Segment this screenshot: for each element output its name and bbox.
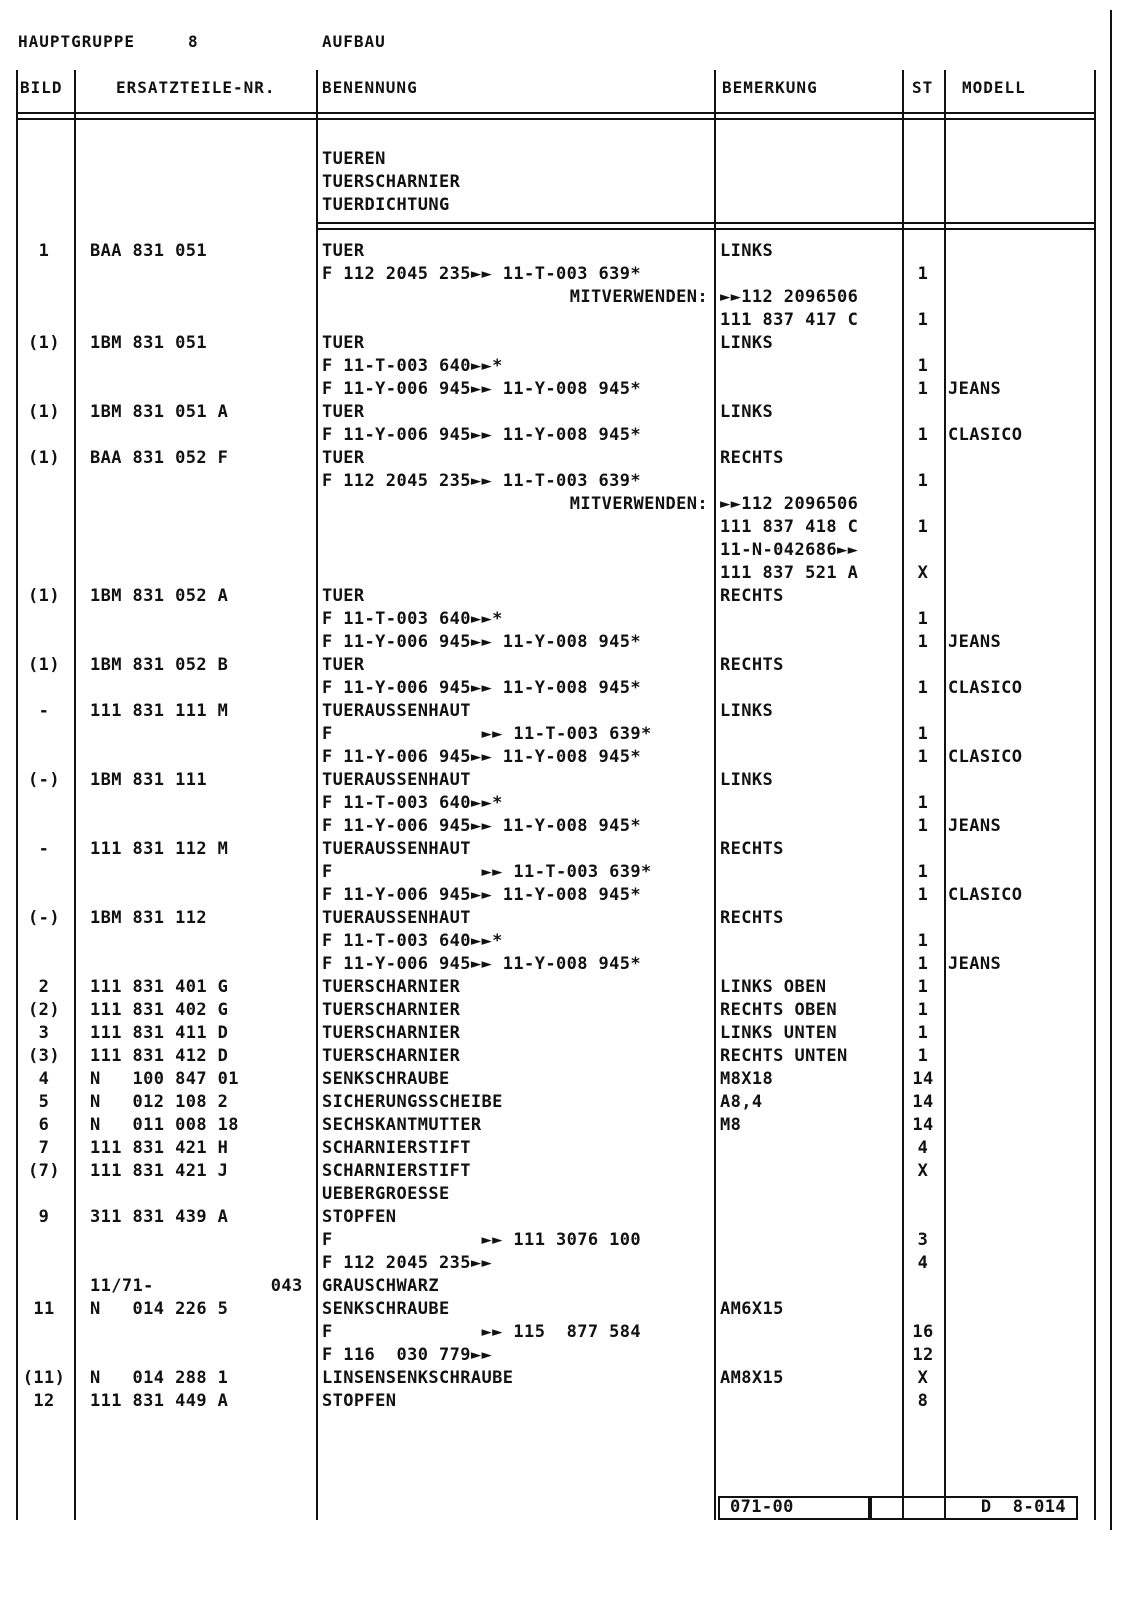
section-title: TUEREN xyxy=(322,149,386,169)
row-st: 1 xyxy=(917,678,929,698)
row-benennung: TUER xyxy=(322,402,365,422)
row-benennung: SENKSCHRAUBE xyxy=(322,1299,450,1319)
row-benennung: F 11-T-003 640►►* xyxy=(322,793,503,813)
row-bild: 2 xyxy=(38,977,50,997)
row-st: 1 xyxy=(917,471,929,491)
row-part-number: 111 831 421 H xyxy=(90,1138,229,1158)
row-benennung: F 11-Y-006 945►► 11-Y-008 945* xyxy=(322,678,642,698)
row-part-number: 311 831 439 A xyxy=(90,1207,229,1227)
row-bemerkung: 111 837 417 C xyxy=(720,310,859,330)
row-benennung: SENKSCHRAUBE xyxy=(322,1069,450,1089)
row-st: 1 xyxy=(917,977,929,997)
row-st: 1 xyxy=(917,931,929,951)
row-st: 14 xyxy=(912,1092,934,1112)
row-modell: CLASICO xyxy=(948,747,1023,767)
row-st: 12 xyxy=(912,1345,934,1365)
row-bild: 12 xyxy=(33,1391,55,1411)
row-benennung: F ►► 11-T-003 639* xyxy=(322,724,652,744)
row-benennung: TUERSCHARNIER xyxy=(322,1000,461,1020)
row-st: 1 xyxy=(917,379,929,399)
row-bemerkung: LINKS xyxy=(720,241,774,261)
row-benennung: SICHERUNGSSCHEIBE xyxy=(322,1092,503,1112)
row-modell: JEANS xyxy=(948,632,1002,652)
row-benennung: UEBERGROESSE xyxy=(322,1184,450,1204)
footer-right-code: D 8-014 xyxy=(980,1497,1066,1517)
row-bemerkung: M8 xyxy=(720,1115,742,1135)
row-benennung: GRAUSCHWARZ xyxy=(322,1276,439,1296)
row-bild: (2) xyxy=(28,1000,60,1020)
row-benennung: SCHARNIERSTIFT xyxy=(322,1138,471,1158)
row-benennung: F 11-T-003 640►►* xyxy=(322,931,503,951)
row-modell: JEANS xyxy=(948,954,1002,974)
row-st: 1 xyxy=(917,816,929,836)
row-benennung: F 112 2045 235►► xyxy=(322,1253,493,1273)
row-modell: CLASICO xyxy=(948,885,1023,905)
section-title: TUERSCHARNIER xyxy=(322,172,461,192)
row-bemerkung: 111 837 418 C xyxy=(720,517,859,537)
row-modell: JEANS xyxy=(948,816,1002,836)
row-bild: (1) xyxy=(28,333,60,353)
row-benennung: F 11-Y-006 945►► 11-Y-008 945* xyxy=(322,425,642,445)
row-benennung: TUER xyxy=(322,655,365,675)
row-part-number: 111 831 402 G xyxy=(90,1000,229,1020)
row-benennung: F ►► 11-T-003 639* xyxy=(322,862,652,882)
section-title: TUERDICHTUNG xyxy=(322,195,450,215)
hauptgruppe-label: HAUPTGRUPPE xyxy=(18,32,135,51)
row-bemerkung: RECHTS UNTEN xyxy=(720,1046,848,1066)
row-st: 4 xyxy=(917,1253,929,1273)
row-benennung: STOPFEN xyxy=(322,1391,397,1411)
row-benennung: MITVERWENDEN: xyxy=(569,494,708,514)
row-st: 16 xyxy=(912,1322,934,1342)
row-benennung: SECHSKANTMUTTER xyxy=(322,1115,482,1135)
row-st: X xyxy=(917,1368,929,1388)
row-bemerkung: ►►112 2096506 xyxy=(720,287,859,307)
row-benennung: F 11-Y-006 945►► 11-Y-008 945* xyxy=(322,747,642,767)
row-bemerkung: RECHTS xyxy=(720,655,784,675)
row-benennung: TUERAUSSENHAUT xyxy=(322,770,471,790)
row-st: 8 xyxy=(917,1391,929,1411)
row-benennung: STOPFEN xyxy=(322,1207,397,1227)
row-benennung: F 11-T-003 640►►* xyxy=(322,356,503,376)
row-bemerkung: M8X18 xyxy=(720,1069,774,1089)
row-bemerkung: RECHTS OBEN xyxy=(720,1000,837,1020)
footer-left-box xyxy=(718,1496,872,1520)
row-benennung: MITVERWENDEN: xyxy=(569,287,708,307)
row-benennung: TUER xyxy=(322,241,365,261)
row-bemerkung: ►►112 2096506 xyxy=(720,494,859,514)
row-bild: - xyxy=(38,839,50,859)
row-benennung: F 11-Y-006 945►► 11-Y-008 945* xyxy=(322,632,642,652)
col-header-ersatzteil: ERSATZTEILE-NR. xyxy=(116,78,276,97)
row-st: 1 xyxy=(917,724,929,744)
row-part-number: 1BM 831 051 xyxy=(90,333,207,353)
row-st: X xyxy=(917,1161,929,1181)
row-part-number: 11/71- 043 xyxy=(90,1276,303,1296)
row-bemerkung: RECHTS xyxy=(720,908,784,928)
row-st: 1 xyxy=(917,425,929,445)
row-benennung: F ►► 115 877 584 xyxy=(322,1322,642,1342)
row-st: 1 xyxy=(917,1000,929,1020)
row-bild: 7 xyxy=(38,1138,50,1158)
row-st: 1 xyxy=(917,356,929,376)
row-st: 1 xyxy=(917,793,929,813)
row-part-number: 1BM 831 052 B xyxy=(90,655,229,675)
row-benennung: TUER xyxy=(322,586,365,606)
row-bemerkung: 111 837 521 A xyxy=(720,563,859,583)
row-part-number: 111 831 111 M xyxy=(90,701,229,721)
row-part-number: BAA 831 052 F xyxy=(90,448,229,468)
row-benennung: F 11-Y-006 945►► 11-Y-008 945* xyxy=(322,954,642,974)
row-st: 1 xyxy=(917,517,929,537)
row-bild: (7) xyxy=(28,1161,60,1181)
row-part-number: N 100 847 01 xyxy=(90,1069,239,1089)
row-benennung: F 112 2045 235►► 11-T-003 639* xyxy=(322,471,642,491)
row-benennung: F 11-Y-006 945►► 11-Y-008 945* xyxy=(322,816,642,836)
row-part-number: BAA 831 051 xyxy=(90,241,207,261)
row-modell: CLASICO xyxy=(948,425,1023,445)
row-part-number: N 014 288 1 xyxy=(90,1368,229,1388)
row-bemerkung: A8,4 xyxy=(720,1092,763,1112)
row-part-number: 111 831 412 D xyxy=(90,1046,229,1066)
row-st: 1 xyxy=(917,1023,929,1043)
row-benennung: LINSENSENKSCHRAUBE xyxy=(322,1368,514,1388)
row-bild: (3) xyxy=(28,1046,60,1066)
row-part-number: 111 831 411 D xyxy=(90,1023,229,1043)
row-benennung: SCHARNIERSTIFT xyxy=(322,1161,471,1181)
row-part-number: 1BM 831 111 xyxy=(90,770,207,790)
row-part-number: N 012 108 2 xyxy=(90,1092,229,1112)
row-bemerkung: LINKS xyxy=(720,701,774,721)
row-st: 1 xyxy=(917,862,929,882)
row-modell: JEANS xyxy=(948,379,1002,399)
row-bild: (-) xyxy=(28,908,60,928)
footer-left-code: 071-00 xyxy=(730,1497,794,1517)
col-header-bemerkung: BEMERKUNG xyxy=(722,78,818,97)
col-header-bild: BILD xyxy=(20,78,63,97)
hauptgruppe-number: 8 xyxy=(188,32,199,51)
row-bild: 4 xyxy=(38,1069,50,1089)
row-benennung: TUERAUSSENHAUT xyxy=(322,701,471,721)
row-benennung: F 11-Y-006 945►► 11-Y-008 945* xyxy=(322,885,642,905)
row-benennung: TUERAUSSENHAUT xyxy=(322,839,471,859)
row-st: 1 xyxy=(917,264,929,284)
row-bild: 5 xyxy=(38,1092,50,1112)
row-modell: CLASICO xyxy=(948,678,1023,698)
row-benennung: TUERSCHARNIER xyxy=(322,977,461,997)
row-st: 1 xyxy=(917,1046,929,1066)
row-bild: 6 xyxy=(38,1115,50,1135)
group-name: AUFBAU xyxy=(322,32,386,51)
row-part-number: 111 831 449 A xyxy=(90,1391,229,1411)
row-benennung: TUERSCHARNIER xyxy=(322,1046,461,1066)
row-bild: 3 xyxy=(38,1023,50,1043)
row-part-number: 1BM 831 051 A xyxy=(90,402,229,422)
row-bild: (1) xyxy=(28,402,60,422)
row-bemerkung: LINKS xyxy=(720,333,774,353)
row-st: X xyxy=(917,563,929,583)
row-benennung: TUERAUSSENHAUT xyxy=(322,908,471,928)
row-part-number: 111 831 112 M xyxy=(90,839,229,859)
row-bild: (1) xyxy=(28,586,60,606)
row-benennung: F 116 030 779►► xyxy=(322,1345,493,1365)
col-header-benennung: BENENNUNG xyxy=(322,78,418,97)
row-st: 1 xyxy=(917,632,929,652)
col-header-st: ST xyxy=(912,78,934,97)
row-part-number: N 014 226 5 xyxy=(90,1299,229,1319)
row-bild: (11) xyxy=(22,1368,66,1388)
row-bild: (1) xyxy=(28,655,60,675)
row-bemerkung: LINKS UNTEN xyxy=(720,1023,837,1043)
row-benennung: TUERSCHARNIER xyxy=(322,1023,461,1043)
row-bemerkung: LINKS OBEN xyxy=(720,977,827,997)
row-benennung: F 11-Y-006 945►► 11-Y-008 945* xyxy=(322,379,642,399)
row-bild: - xyxy=(38,701,50,721)
row-part-number: N 011 008 18 xyxy=(90,1115,239,1135)
row-part-number: 1BM 831 052 A xyxy=(90,586,229,606)
row-st: 14 xyxy=(912,1069,934,1089)
row-st: 1 xyxy=(917,310,929,330)
row-bild: 9 xyxy=(38,1207,50,1227)
row-bemerkung: RECHTS xyxy=(720,448,784,468)
row-bild: 11 xyxy=(33,1299,55,1319)
row-st: 14 xyxy=(912,1115,934,1135)
row-st: 1 xyxy=(917,747,929,767)
row-st: 1 xyxy=(917,954,929,974)
row-benennung: F 11-T-003 640►►* xyxy=(322,609,503,629)
row-part-number: 1BM 831 112 xyxy=(90,908,207,928)
row-bild: (1) xyxy=(28,448,60,468)
row-st: 3 xyxy=(917,1230,929,1250)
row-st: 1 xyxy=(917,885,929,905)
row-benennung: TUER xyxy=(322,333,365,353)
row-bemerkung: LINKS xyxy=(720,402,774,422)
row-benennung: F 112 2045 235►► 11-T-003 639* xyxy=(322,264,642,284)
row-bemerkung: RECHTS xyxy=(720,839,784,859)
row-bemerkung: 11-N-042686►► xyxy=(720,540,859,560)
row-part-number: 111 831 421 J xyxy=(90,1161,229,1181)
row-benennung: F ►► 111 3076 100 xyxy=(322,1230,642,1250)
row-bemerkung: LINKS xyxy=(720,770,774,790)
row-part-number: 111 831 401 G xyxy=(90,977,229,997)
row-bemerkung: RECHTS xyxy=(720,586,784,606)
footer-right-box xyxy=(868,1496,1078,1520)
col-header-modell: MODELL xyxy=(962,78,1026,97)
row-benennung: TUER xyxy=(322,448,365,468)
row-bemerkung: AM8X15 xyxy=(720,1368,784,1388)
row-bild: 1 xyxy=(38,241,50,261)
row-st: 1 xyxy=(917,609,929,629)
row-bemerkung: AM6X15 xyxy=(720,1299,784,1319)
row-st: 4 xyxy=(917,1138,929,1158)
row-bild: (-) xyxy=(28,770,60,790)
